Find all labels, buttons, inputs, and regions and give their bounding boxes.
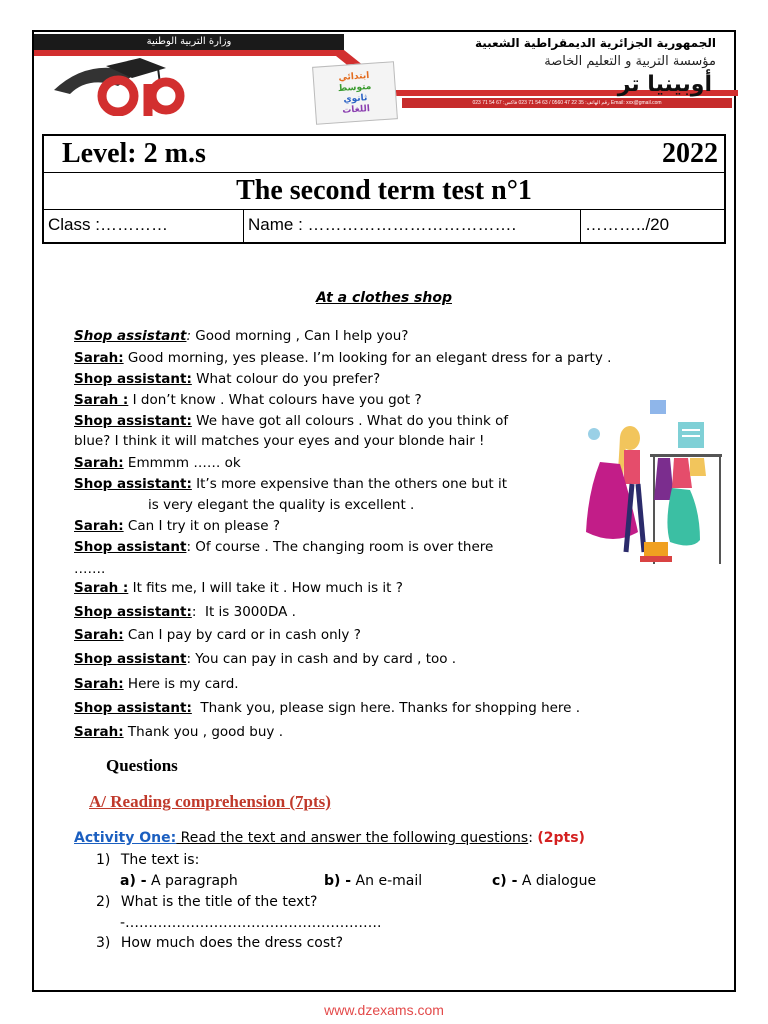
contact-strip: رقم الهاتف: 35 22 47 0560 / 63 54 71 023 فاكس: 67 54 71 023 Email: xxx@gmail.com xyxy=(402,98,732,108)
option-text: An e-mail xyxy=(351,873,423,889)
question-item xyxy=(96,852,199,868)
school-levels-badge xyxy=(312,61,398,125)
dialogue-line xyxy=(74,413,508,429)
dialogue-utterance: Here is my card. xyxy=(123,676,239,692)
dialogue-utterance: ……. xyxy=(74,561,106,577)
level-label: Level: 2 m.s xyxy=(62,138,206,169)
student-info-row xyxy=(44,210,724,242)
badge-line: ابتدائي xyxy=(338,70,370,83)
dialogue-utterance: Good morning , Can I help you? xyxy=(191,328,409,344)
dialogue-line xyxy=(74,350,611,366)
speaker-separator: : xyxy=(186,539,192,555)
speaker-name: Sarah: xyxy=(74,518,124,534)
dialogue-line xyxy=(74,724,283,740)
dialogue-utterance: Of course . The changing room is over there xyxy=(191,539,494,555)
dialogue-line xyxy=(74,580,403,596)
activity-one-points: (2pts) xyxy=(537,830,585,846)
speaker-name: Shop assistant xyxy=(74,328,187,344)
clothes-shop-illustration xyxy=(574,392,734,572)
badge-line: متوسط xyxy=(337,81,372,94)
speaker-name: Sarah: xyxy=(74,627,124,643)
dialogue-line xyxy=(74,651,456,667)
question-text: What is the title of the text? xyxy=(120,894,318,910)
dialogue-line xyxy=(74,627,361,643)
question-number: 1) xyxy=(96,852,111,868)
speaker-name: Sarah: xyxy=(74,455,124,471)
badge-line: ثانوي xyxy=(343,92,368,105)
question-text: The text is: xyxy=(120,852,200,868)
option-text: A paragraph xyxy=(146,873,238,889)
speaker-name: Shop assistant: xyxy=(74,604,192,620)
dialogue-utterance: is very elegant the quality is excellent . xyxy=(148,497,415,513)
ministry-text: وزارة التربية الوطنية xyxy=(146,36,232,47)
question-item xyxy=(96,894,317,910)
badge-line: اللغات xyxy=(342,103,371,116)
speaker-name: Sarah: xyxy=(74,724,124,740)
dialogue-utterance: You can pay in cash and by card , too . xyxy=(191,651,457,667)
year-label: 2022 xyxy=(662,138,718,169)
activity-one-label: Activity One: xyxy=(74,830,177,846)
dialogue-title: At a clothes shop xyxy=(316,290,452,306)
speaker-name: Sarah: xyxy=(74,676,124,692)
institution-name: مؤسسة التربية و التعليم الخاصة xyxy=(544,54,716,69)
question-text: How much does the dress cost? xyxy=(120,935,344,951)
answer-line[interactable]: -………………………………………………. xyxy=(120,915,382,931)
dialogue-line xyxy=(74,561,105,577)
dialogue-utterance: What colour do you prefer? xyxy=(191,371,381,387)
speaker-name: Sarah : xyxy=(74,580,129,596)
dialogue-utterance: blue? I think it will matches your eyes and your blonde hair ! xyxy=(74,433,485,449)
speaker-separator: : xyxy=(186,651,192,667)
name-field[interactable]: Name : ………………………………. xyxy=(244,210,581,242)
dialogue-line xyxy=(74,476,507,492)
dialogue-line xyxy=(74,328,408,344)
speaker-name: Shop assistant: xyxy=(74,371,192,387)
activity-one-colon: : xyxy=(528,830,533,846)
speaker-separator: : xyxy=(186,328,192,344)
section-a-heading: A/ Reading comprehension (7pts) xyxy=(89,792,331,811)
option-item[interactable] xyxy=(120,873,238,889)
dialogue-utterance: Thank you, please sign here. Thanks for shopping here . xyxy=(191,700,581,716)
dialogue-utterance: Thank you , good buy . xyxy=(123,724,283,740)
option-item[interactable] xyxy=(324,873,422,889)
question-item xyxy=(96,935,343,951)
republic-heading: الجمهورية الجزائرية الديمقراطية الشعبية xyxy=(474,36,716,50)
dialogue-utterance: Emmmm …… ok xyxy=(123,455,241,471)
school-logo-icon xyxy=(48,56,218,116)
dialogue-utterance: Good morning, yes please. I’m looking for an elegant dress for a party . xyxy=(123,350,612,366)
school-name: أوبينيا تر xyxy=(617,72,712,97)
dialogue-line xyxy=(74,676,239,692)
dialogue-line xyxy=(74,455,241,471)
dialogue-line xyxy=(74,700,580,716)
option-letter: c) - xyxy=(492,873,518,889)
dialogue-utterance: It fits me, I will take it . How much is it ? xyxy=(128,580,403,596)
dialogue-line xyxy=(74,392,422,408)
dialogue-line xyxy=(74,518,280,534)
question-number: 3) xyxy=(96,935,111,951)
question-number: 2) xyxy=(96,894,111,910)
dialogue-line xyxy=(74,371,380,387)
level-row xyxy=(44,136,724,173)
activity-one-instruction: Read the text and answer the following questions xyxy=(176,830,529,846)
activity-one xyxy=(74,830,585,846)
option-letter: b) - xyxy=(324,873,352,889)
speaker-name: Shop assistant xyxy=(74,539,187,555)
dialogue-line xyxy=(148,497,414,513)
dialogue-line xyxy=(74,539,493,555)
class-field[interactable]: Class :………… xyxy=(44,210,244,242)
speaker-name: Shop assistant: xyxy=(74,700,192,716)
dialogue-line xyxy=(74,433,484,449)
score-field: ………../20 xyxy=(585,215,670,234)
option-text: A dialogue xyxy=(517,873,597,889)
speaker-name: Sarah : xyxy=(74,392,129,408)
exam-page xyxy=(32,30,736,992)
questions-heading: Questions xyxy=(106,756,178,775)
speaker-name: Shop assistant: xyxy=(74,413,192,429)
dialogue-utterance: Can I try it on please ? xyxy=(123,518,280,534)
speaker-name: Sarah: xyxy=(74,350,124,366)
speaker-name: Shop assistant xyxy=(74,651,187,667)
ministry-bar xyxy=(34,34,344,50)
option-item[interactable] xyxy=(492,873,596,889)
dialogue-utterance: : It is 3000DA . xyxy=(191,604,296,620)
dialogue-utterance: Can I pay by card or in cash only ? xyxy=(123,627,361,643)
exam-title-table xyxy=(42,134,726,244)
test-title: The second term test n°1 xyxy=(44,173,724,210)
dialogue-utterance: I don’t know . What colours have you got ? xyxy=(128,392,422,408)
speaker-name: Shop assistant: xyxy=(74,476,192,492)
dialogue-utterance: It’s more expensive than the others one but it xyxy=(191,476,508,492)
dialogue-line xyxy=(74,604,296,620)
option-letter: a) - xyxy=(120,873,147,889)
footer-website[interactable]: www.dzexams.com xyxy=(324,1002,444,1018)
dialogue-utterance: We have got all colours . What do you think of xyxy=(191,413,509,429)
